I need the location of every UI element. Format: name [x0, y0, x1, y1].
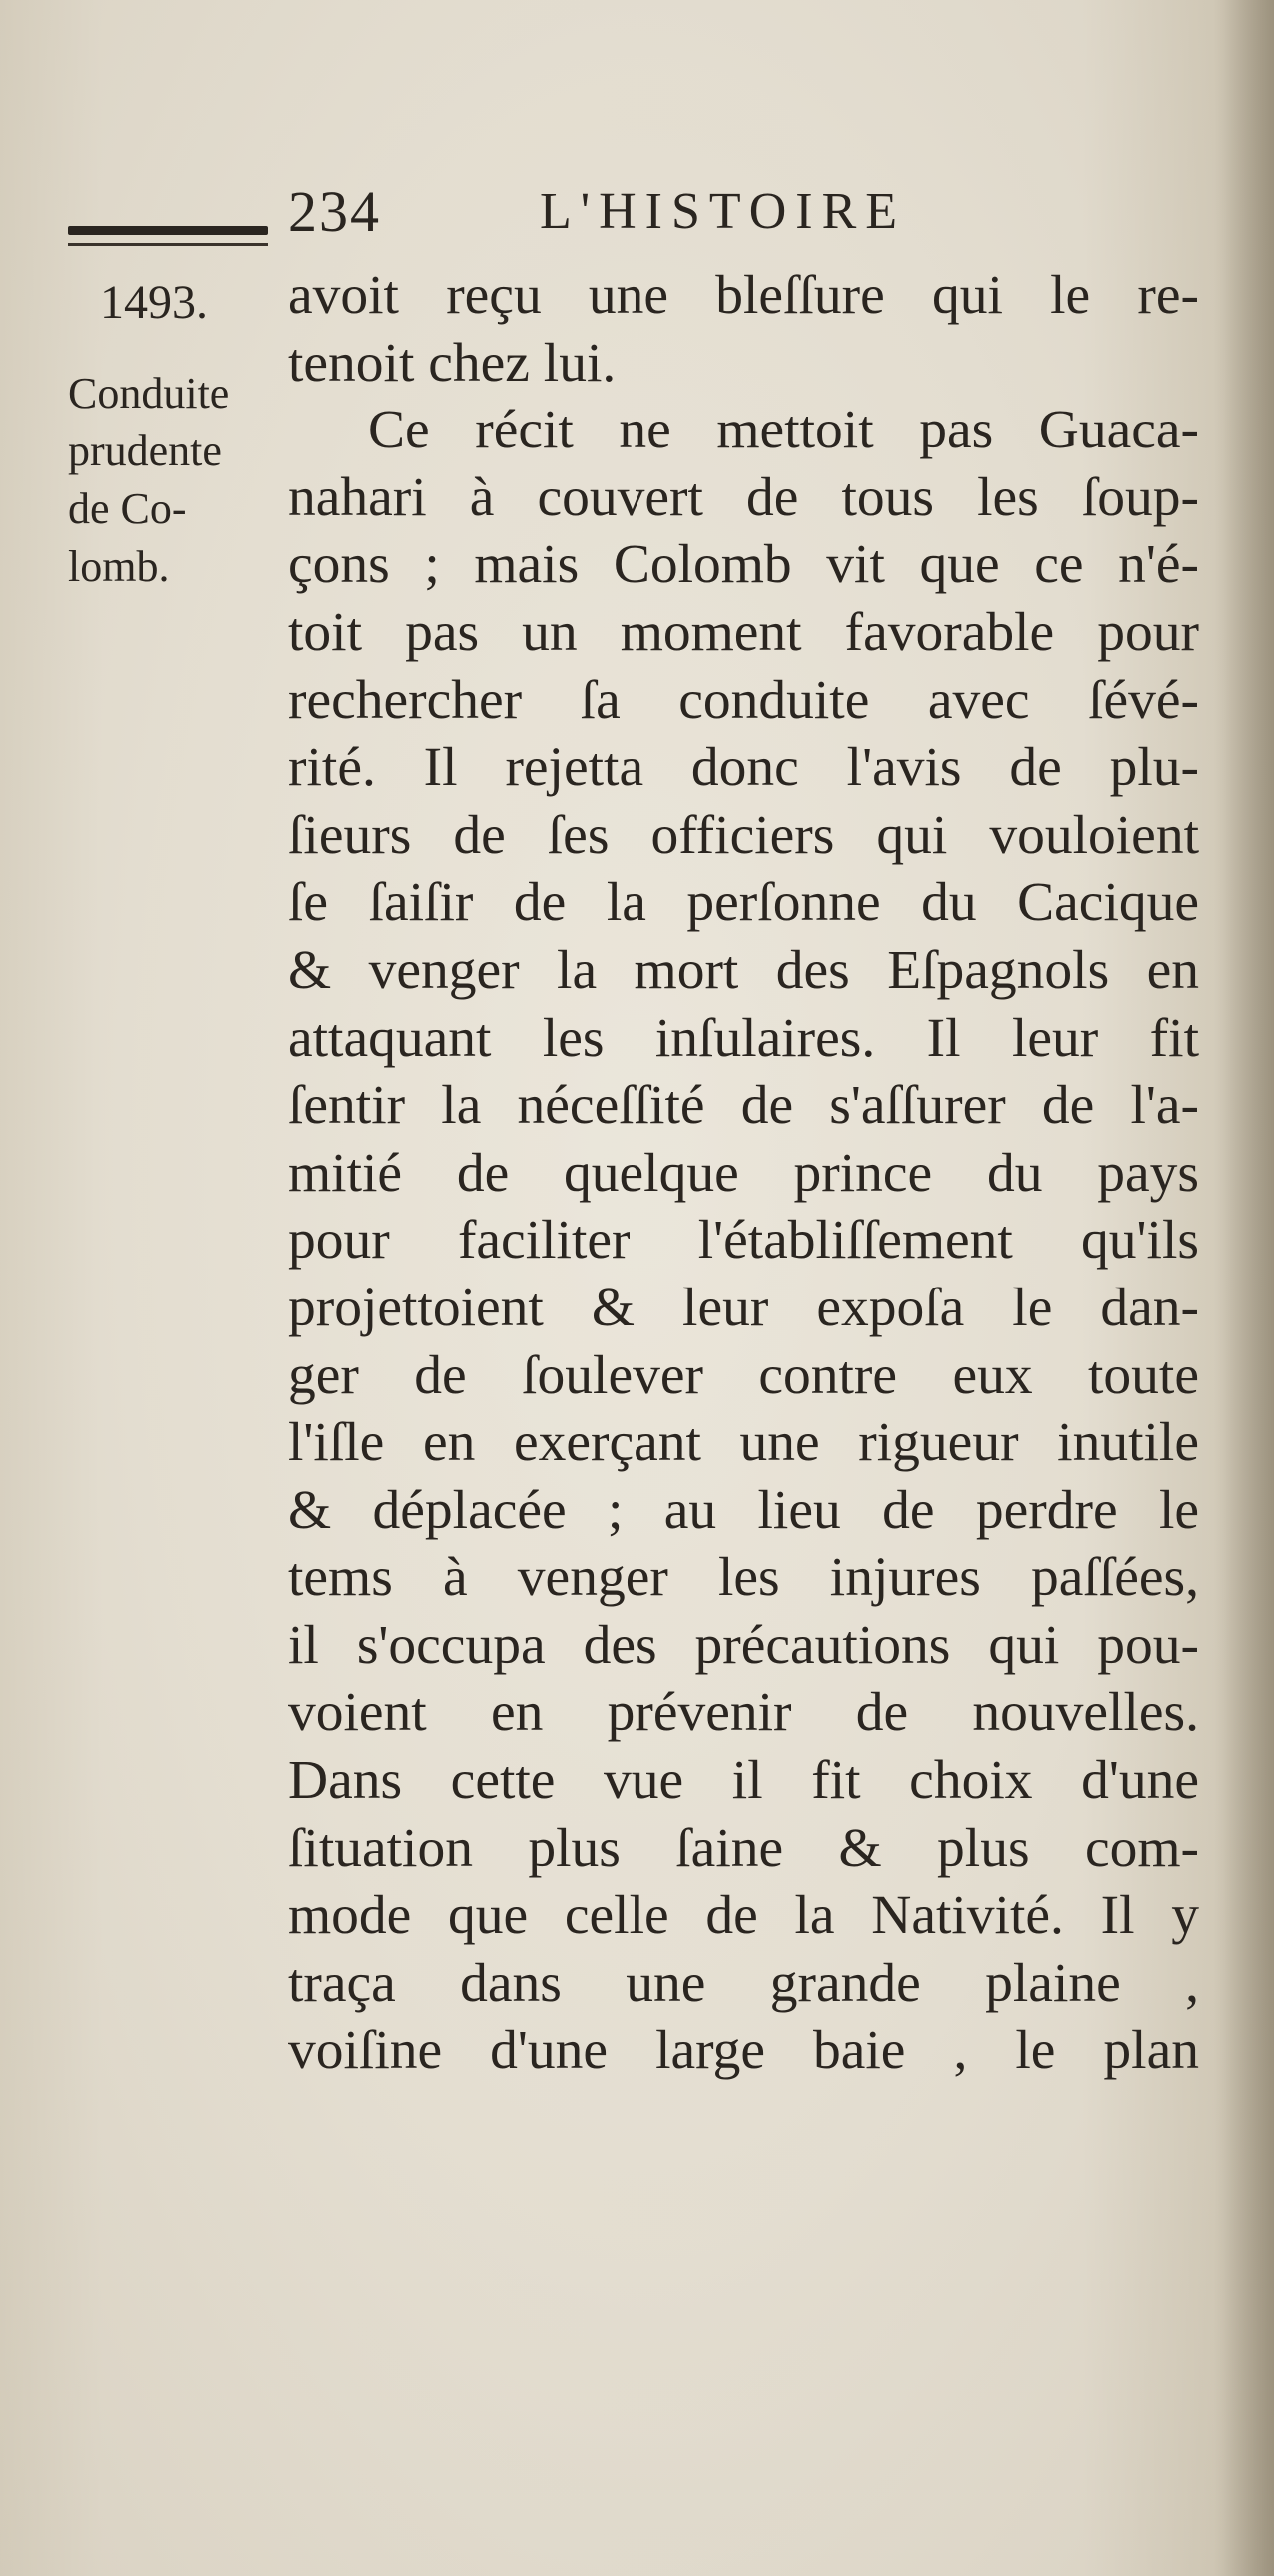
text-line: traça dans une grande plaine ,: [288, 1952, 1199, 2014]
running-head: L'HISTOIRE: [540, 183, 907, 240]
text-line: & déplacée ; au lieu de perdre le: [288, 1479, 1199, 1541]
margin-note-line: lomb.: [68, 542, 170, 591]
gutter-shadow: [1214, 0, 1274, 2576]
margin-note-line: de Co-: [68, 484, 187, 533]
text-line: ſentir la néceſſité de s'aſſurer de l'a-: [288, 1075, 1199, 1137]
text-line: tenoit chez lui.: [288, 332, 617, 394]
text-line: rité. Il rejetta donc l'avis de plu-: [288, 737, 1199, 799]
margin-year: 1493.: [100, 276, 208, 329]
body-text: [288, 262, 1199, 2085]
text-line: avoit reçu une bleſſure qui le re-: [288, 265, 1199, 326]
header-rule-thin: [68, 243, 268, 246]
text-line: attaquant les inſulaires. Il leur fit: [288, 1007, 1199, 1069]
text-line: projettoient & leur expoſa le dan-: [288, 1277, 1199, 1338]
text-line: tems à venger les injures paſſées,: [288, 1547, 1199, 1609]
text-line: rechercher ſa conduite avec ſévé-: [288, 669, 1199, 731]
text-line: pour faciliter l'établiſſement qu'ils: [288, 1210, 1199, 1272]
margin-note-line: Conduite: [68, 369, 230, 418]
text-line: l'iſle en exerçant une rigueur inutile: [288, 1412, 1199, 1474]
text-line: nahari à couvert de tous les ſoup-: [288, 466, 1199, 528]
text-line: çons ; mais Colomb vit que ce n'é-: [288, 534, 1199, 596]
text-line: Ce récit ne mettoit pas Guaca-: [368, 400, 1199, 461]
text-line: voient en prévenir de nouvelles.: [288, 1682, 1199, 1744]
text-line: toit pas un moment favorable pour: [288, 601, 1199, 663]
text-line: mitié de quelque prince du pays: [288, 1142, 1199, 1204]
page-number: 234: [288, 179, 381, 244]
text-line: il s'occupa des précautions qui pou-: [288, 1614, 1199, 1676]
text-line: ſituation plus ſaine & plus com-: [288, 1817, 1199, 1879]
text-line: & venger la mort des Eſpagnols en: [288, 939, 1199, 1001]
text-line: Dans cette vue il fit choix d'une: [288, 1750, 1199, 1812]
text-line: voiſine d'une large baie , le plan: [288, 2020, 1199, 2082]
margin-note-line: prudente: [68, 427, 222, 475]
header-rule: [68, 226, 268, 235]
text-line: ſieurs de ſes officiers qui vouloient: [288, 804, 1199, 866]
margin-note: [68, 365, 288, 596]
text-line: mode que celle de la Nativité. Il y: [288, 1885, 1199, 1947]
text-line: ſe ſaiſir de la perſonne du Cacique: [288, 872, 1199, 934]
text-line: ger de ſoulever contre eux toute: [288, 1344, 1199, 1406]
